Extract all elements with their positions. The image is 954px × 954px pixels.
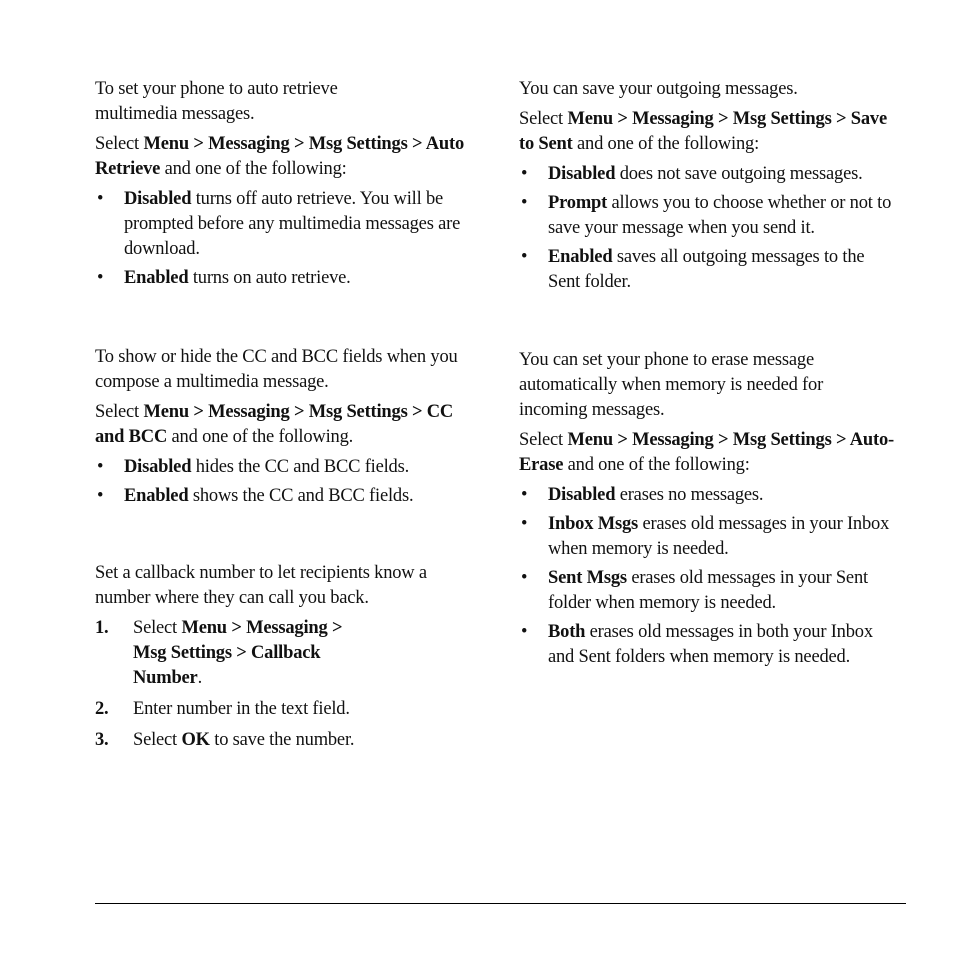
step-bold: Menu > Messaging > Msg Settings > Callback Number [133,618,343,688]
auto-retrieve-intro: To set your phone to auto retrieve multimedia messages. [95,79,338,124]
option-desc: shows the CC and BCC fields. [188,486,414,506]
option-term: Prompt [548,193,608,213]
step-bold: OK [181,730,210,750]
callback-section [95,561,475,759]
option-desc: does not save outgoing messages. [615,164,863,184]
step-text: Select [133,618,182,638]
menu-path: Menu > Messaging > Msg Settings > Auto Retrieve [95,134,465,179]
callback-intro: Set a callback number to let recipients know a number where they can call you back. [95,563,427,608]
list-item [95,484,475,509]
auto-erase-section [519,348,899,674]
list-item [519,245,899,295]
select-word: Select [519,430,564,450]
list-item [519,620,899,670]
option-term: Disabled [124,189,192,209]
step-tail: to save the number. [209,730,355,750]
auto-retrieve-instruction [95,132,475,182]
option-term: Disabled [548,164,616,184]
instruction-tail: and one of the following: [160,159,347,179]
auto-erase-options [519,483,899,670]
menu-path: Menu > Messaging > Msg Settings > Auto-Erase [519,430,894,475]
save-to-sent-intro: You can save your outgoing messages. [519,79,798,99]
option-term: Sent Msgs [548,568,627,588]
auto-erase-intro: You can set your phone to erase message automatically when memory is needed for incoming messages. [519,350,824,420]
auto-retrieve-options [95,187,475,291]
step-number: 2. [95,699,109,719]
step-item [95,697,475,722]
save-to-sent-section [519,77,899,299]
cc-bcc-instruction [95,400,475,450]
option-term: Enabled [124,268,189,288]
list-item [95,455,475,480]
option-desc: erases old messages in both your Inbox and Sent folders when memory is needed. [548,622,873,667]
option-desc: allows you to choose whether or not to save your message when you send it. [548,193,892,238]
option-desc: hides the CC and BCC fields. [191,457,410,477]
cc-bcc-options [95,455,475,509]
step-text: Select [133,730,182,750]
auto-retrieve-section [95,77,475,295]
option-desc: erases old messages in your Inbox when memory is needed. [548,514,890,559]
menu-path: Menu > Messaging > Msg Settings > Save to Sent [519,109,887,154]
cc-bcc-section [95,345,475,513]
step-item [95,616,363,691]
select-word: Select [95,134,140,154]
step-text: Enter number in the text field. [133,699,350,719]
option-term: Enabled [548,247,613,267]
save-to-sent-options [519,162,899,295]
callback-steps [95,616,475,753]
step-item [95,728,475,753]
option-term: Disabled [548,485,616,505]
option-desc: erases no messages. [615,485,764,505]
instruction-tail: and one of the following: [572,134,760,154]
footer-divider [95,903,906,904]
cc-bcc-intro: To show or hide the CC and BCC fields when you compose a multimedia message. [95,347,458,392]
option-term: Inbox Msgs [548,514,639,534]
auto-erase-instruction [519,428,899,478]
step-number: 1. [95,618,109,638]
list-item [519,566,899,616]
list-item [95,187,475,262]
option-desc: erases old messages in your Sent folder when memory is needed. [548,568,868,613]
instruction-tail: and one of the following. [167,427,354,447]
list-item [519,191,899,241]
option-desc: turns on auto retrieve. [188,268,351,288]
list-item [95,266,475,291]
step-number: 3. [95,730,109,750]
instruction-tail: and one of the following: [563,455,750,475]
option-term: Enabled [124,486,189,506]
menu-path: Menu > Messaging > Msg Settings > CC and BCC [95,402,454,447]
list-item [519,483,899,508]
option-term: Both [548,622,586,642]
list-item [519,162,899,187]
option-desc: turns off auto retrieve. You will be prompted before any multimedia messages are download. [124,189,461,259]
select-word: Select [95,402,140,422]
step-tail: . [197,668,203,688]
option-term: Disabled [124,457,192,477]
list-item [519,512,899,562]
select-word: Select [519,109,564,129]
option-desc: saves all outgoing messages to the Sent folder. [548,247,865,292]
save-to-sent-instruction [519,107,899,157]
